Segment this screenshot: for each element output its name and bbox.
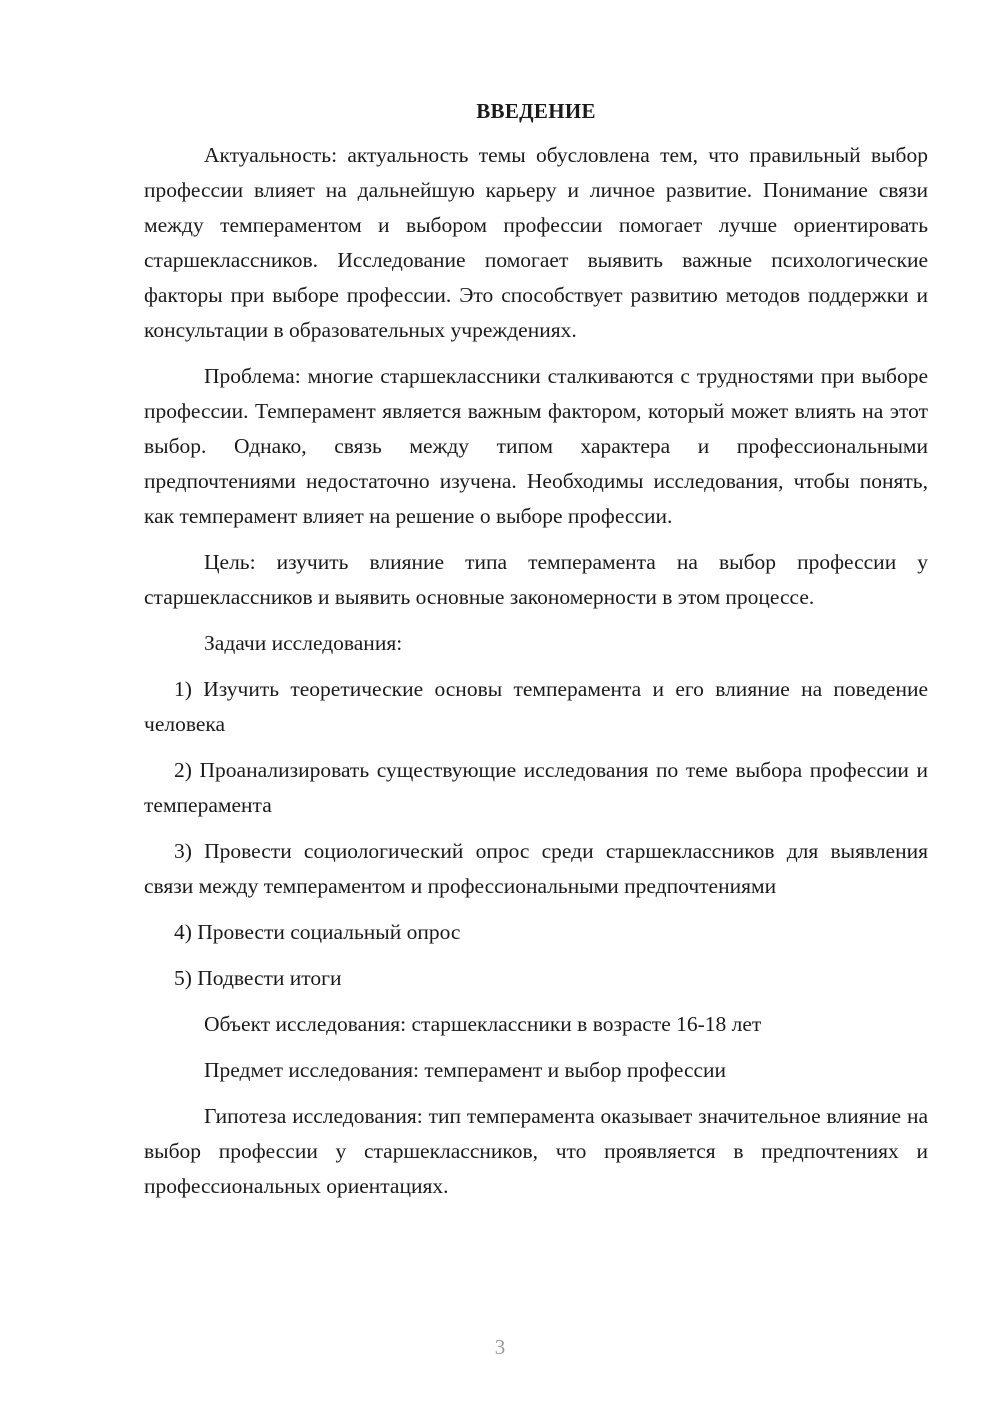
task-item-2: 2) Проанализировать существующие исследования по теме выбора профессии и темперамента (144, 758, 928, 817)
object-paragraph: Объект исследования: старшеклассники в возрасте 16-18 лет (204, 1012, 762, 1036)
task-item-1: 1) Изучить теоретические основы темперамента и его влияние на поведение человека (144, 677, 928, 736)
hypothesis-paragraph: Гипотеза исследования: тип темперамента оказывает значительное влияние на выбор профессии у старшеклассников, что проявляется в предпочтениях и профессиональных ориентациях. (144, 1104, 928, 1198)
task-item-4: 4) Провести социальный опрос (174, 920, 461, 944)
section-title: ВВЕДЕНИЕ (476, 99, 596, 123)
problem-paragraph: Проблема: многие старшеклассники сталкиваются с трудностями при выборе профессии. Темперамент является важным фактором, который может влиять на этот выбор. Однако, связь между типом характера и профессиональными предпочтениями недостаточно изучена. Необходимы исследования, чтобы понять, как темперамент влияет на решение о выборе профессии. (144, 364, 928, 528)
tasks-heading: Задачи исследования: (204, 631, 403, 655)
relevance-paragraph: Актуальность: актуальность темы обусловлена тем, что правильный выбор профессии влияет на дальнейшую карьеру и личное развитие. Понимание связи между темпераментом и выбором профессии помогает лучше ориентировать старшеклассников. Исследование помогает выявить важные психологические факторы при выборе профессии. Это способствует развитию методов поддержки и консультации в образовательных учреждениях. (144, 143, 928, 342)
page-number: 3 (494, 1335, 506, 1359)
document-page (144, 96, 928, 1204)
goal-paragraph: Цель: изучить влияние типа темперамента на выбор профессии у старшеклассников и выявить основные закономерности в этом процессе. (144, 550, 928, 609)
task-item-3: 3) Провести социологический опрос среди старшеклассников для выявления связи между темпераментом и профессиональными предпочтениями (144, 839, 928, 898)
subject-paragraph: Предмет исследования: темперамент и выбор профессии (204, 1058, 727, 1082)
task-item-5: 5) Подвести итоги (174, 966, 342, 990)
